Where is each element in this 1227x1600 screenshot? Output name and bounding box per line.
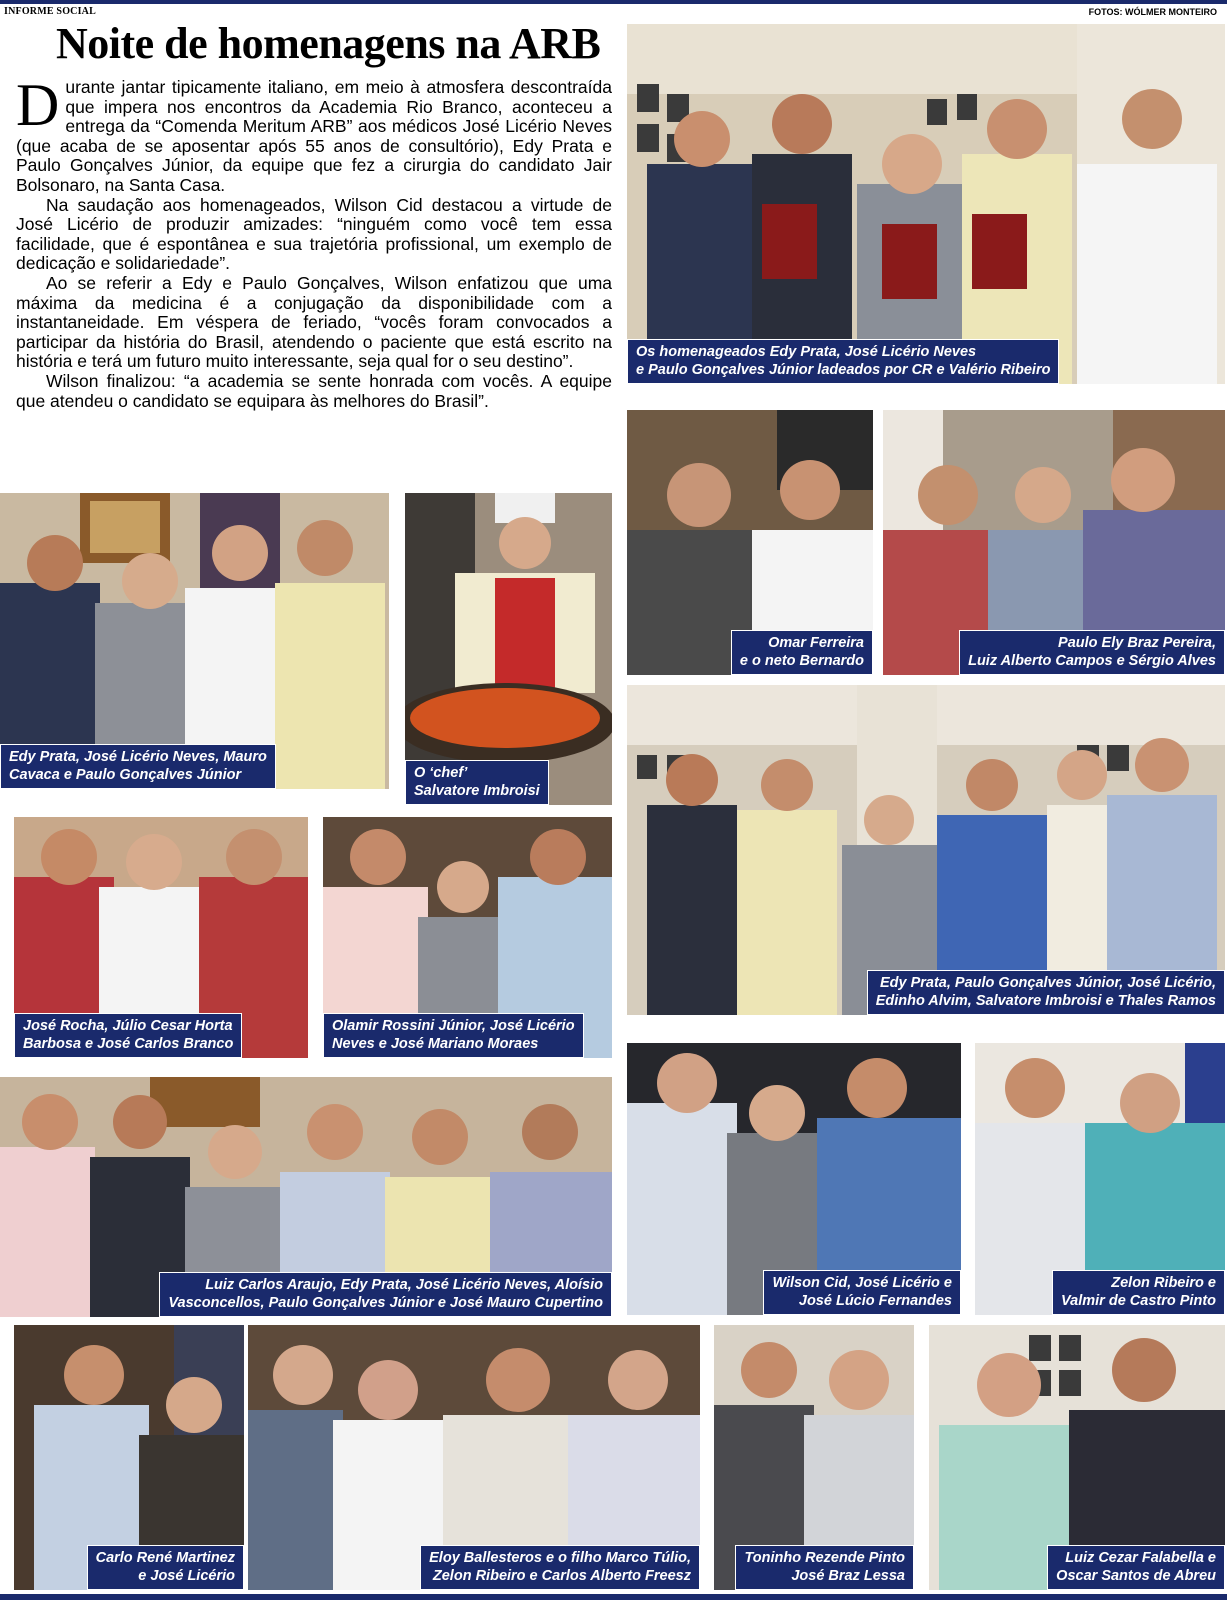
caption-line: Wilson Cid, José Licério e <box>772 1275 952 1291</box>
caption-line: Eloy Ballesteros e o filho Marco Túlio, <box>429 1550 691 1566</box>
caption-line: O ‘chef’ <box>414 765 468 781</box>
caption-line: Edy Prata, Paulo Gonçalves Júnior, José Licério, <box>879 975 1216 991</box>
photo-caption <box>731 630 873 675</box>
caption-line: Vasconcellos, Paulo Gonçalves Júnior e José Mauro Cupertino <box>168 1294 603 1311</box>
photo-image <box>627 685 1225 1015</box>
caption-line: Zelon Ribeiro e Carlos Alberto Freesz <box>432 1567 691 1584</box>
photo-caption <box>959 630 1225 675</box>
caption-line: Luiz Carlos Araujo, Edy Prata, José Licério Neves, Aloísio <box>205 1277 603 1293</box>
caption-line: Omar Ferreira <box>768 635 864 651</box>
caption-line: Edy Prata, José Licério Neves, Mauro <box>9 749 267 765</box>
caption-line: Luiz Alberto Campos e Sérgio Alves <box>968 652 1216 669</box>
bottom-rule <box>0 1594 1227 1600</box>
photo-group-8 <box>0 1077 612 1317</box>
photo-chef <box>405 493 612 805</box>
caption-line: José Rocha, Júlio Cesar Horta <box>23 1018 233 1034</box>
caption-line: Os homenageados Edy Prata, José Licério Neves <box>636 344 977 360</box>
photo-caption <box>405 760 549 805</box>
photo-group-7 <box>627 685 1225 1015</box>
caption-line: Luiz Cezar Falabella e <box>1065 1550 1216 1566</box>
section-label: INFORME SOCIAL <box>4 6 96 17</box>
photo-caption <box>627 339 1059 384</box>
photo-caption <box>763 1270 961 1315</box>
caption-line: José Lúcio Fernandes <box>798 1292 952 1309</box>
photo-group-13 <box>714 1325 914 1590</box>
photo-group-5 <box>14 817 308 1058</box>
photo-group-4 <box>883 410 1225 675</box>
caption-line: Toninho Rezende Pinto <box>744 1550 905 1566</box>
article-paragraph: Wilson finalizou: “a academia se sente honrada com vocês. A equipe que atendeu o candidato se equipara às melhores do Brasil”. <box>16 370 612 411</box>
caption-line: Carlo René Martinez <box>95 1550 235 1566</box>
photo-caption <box>420 1545 700 1590</box>
photo-group-1 <box>0 493 389 789</box>
caption-line: Salvatore Imbroisi <box>414 782 540 799</box>
caption-line: Edinho Alvim, Salvatore Imbroisi e Thales Ramos <box>875 992 1216 1009</box>
photo-caption <box>14 1013 242 1058</box>
caption-line: e o neto Bernardo <box>739 652 864 669</box>
photo-credit: FOTOS: WÓLMER MONTEIRO <box>1088 7 1217 17</box>
photo-caption <box>0 744 276 789</box>
caption-line: Valmir de Castro Pinto <box>1061 1292 1216 1309</box>
caption-line: Neves e José Mariano Moraes <box>332 1035 539 1052</box>
article-body <box>16 72 612 411</box>
top-rule <box>0 0 1227 4</box>
photo-honorees <box>627 24 1225 384</box>
photo-caption <box>1052 1270 1225 1315</box>
article-paragraph: Na saudação aos homenageados, Wilson Cid destacou a virtude de José Licério de produzir amizades: “ninguém como você tem essa facilidade, que é espontânea e sua trajetória profissional, um exemplo de dedicação e solidariedade”. <box>16 194 612 274</box>
article-paragraph-text: urante jantar tipicamente italiano, em meio à atmosfera descontraída que impera nos encontros da Academia Rio Branco, aconteceu a entrega da “Comenda Meritum ARB” aos médicos José Licério Neves (que acaba de se aposentar após 55 anos de consultório), Edy Prata e Paulo Gonçalves Júnior, da equipe que fez a cirurgia do candidato Jair Bolsonaro, na Santa Casa. <box>16 77 612 195</box>
photo-image <box>627 24 1225 384</box>
page-title: Noite de homenagens na ARB <box>56 19 601 68</box>
photo-group-12 <box>248 1325 700 1590</box>
photo-caption <box>87 1545 244 1590</box>
caption-line: e José Licério <box>138 1567 235 1584</box>
article-paragraph: Ao se referir a Edy e Paulo Gonçalves, Wilson enfatizou que uma máxima da medicina é a conjugação da disponibilidade com a instantaneidade. Em véspera de feriado, “vocês foram convocados a participar da história do Brasil, atendendo o paciente que está escrito na história e terá um futuro muito interessante, seja qual for o seu destino”. <box>16 272 612 372</box>
drop-cap: D <box>16 72 60 138</box>
photo-caption <box>735 1545 914 1590</box>
caption-line: e Paulo Gonçalves Júnior ladeados por CR e Valério Ribeiro <box>636 361 1051 378</box>
caption-line: Zelon Ribeiro e <box>1111 1275 1216 1291</box>
caption-line: Paulo Ely Braz Pereira, <box>1058 635 1216 651</box>
caption-line: Barbosa e José Carlos Branco <box>23 1035 234 1052</box>
photo-group-14 <box>929 1325 1225 1590</box>
photo-group-6 <box>323 817 612 1058</box>
photo-caption <box>1047 1545 1225 1590</box>
article-paragraph <box>16 72 612 196</box>
caption-line: Cavaca e Paulo Gonçalves Júnior <box>9 766 242 783</box>
photo-group-10 <box>975 1043 1225 1315</box>
photo-group-9 <box>627 1043 961 1315</box>
photo-caption <box>323 1013 584 1058</box>
caption-line: Oscar Santos de Abreu <box>1056 1567 1216 1584</box>
caption-line: José Braz Lessa <box>791 1567 905 1584</box>
photo-image <box>405 493 612 805</box>
photo-group-11 <box>14 1325 244 1590</box>
photo-caption <box>867 970 1225 1015</box>
photo-group-3 <box>627 410 873 675</box>
photo-caption <box>159 1272 612 1317</box>
caption-line: Olamir Rossini Júnior, José Licério <box>332 1018 575 1034</box>
